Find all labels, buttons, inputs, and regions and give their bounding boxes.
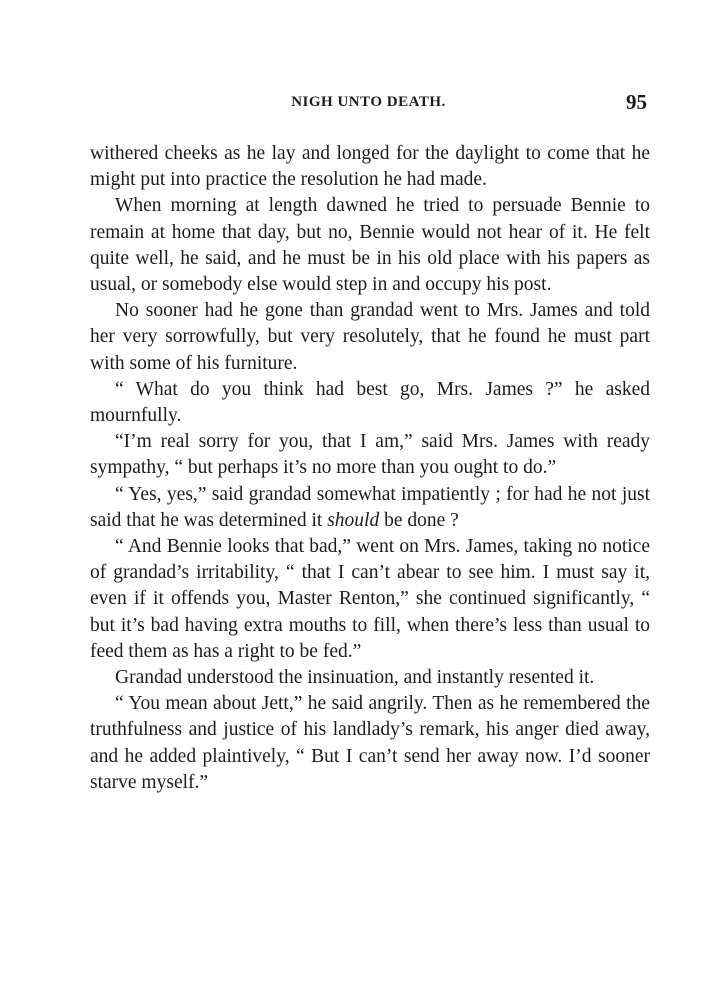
paragraph: When morning at length dawned he tried to persuade Bennie to remain at home that day, but no, Bennie would not hear of it. He felt quite well, he said, and he must be in his old place with his papers as usual, or somebody else would step in and occupy his post. — [90, 195, 650, 296]
paragraph: withered cheeks as he lay and longed for the daylight to come that he might put into practice the resolution he had made. — [90, 143, 650, 191]
paragraph-text: be done ? — [379, 509, 459, 531]
body-text — [90, 141, 650, 796]
paragraph-text: “ Yes, yes,” said grandad somewhat impatiently ; for had he not just said that he was determined it — [90, 483, 650, 531]
paragraph — [90, 482, 650, 534]
running-head: NIGH UNTO DEATH. — [291, 94, 446, 110]
paragraph: “ What do you think had best go, Mrs. James ?” he asked mournfully. — [90, 378, 650, 427]
paragraph: “ And Bennie looks that bad,” went on Mrs. James, taking no notice of grandad’s irritability, “ that I can’t abear to see him. I must say it, even if it offends you, Master Renton,” she continued significantly, “ but it’s bad having extra mouths to fill, when there’s less than usual to feed them as has a right to be fed.” — [90, 536, 650, 662]
page-number: 95 — [626, 90, 647, 114]
emphasis: should — [327, 509, 380, 531]
page-header — [90, 90, 647, 120]
paragraph: “ You mean about Jett,” he said angrily. Then as he remembered the truthfulness and justice of his landlady’s remark, his anger died away, and he added plaintively, “ But I can’t send her away now. I’d sooner starve myself.” — [90, 693, 650, 793]
paragraph: “I’m real sorry for you, that I am,” said Mrs. James with ready sympathy, “ but perhaps it’s no more than you ought to do.” — [90, 431, 650, 479]
paragraph: No sooner had he gone than grandad went to Mrs. James and told her very sorrowfully, but very resolutely, that he found he must part with some of his furniture. — [90, 300, 650, 374]
paragraph: Grandad understood the insinuation, and instantly resented it. — [115, 667, 595, 689]
